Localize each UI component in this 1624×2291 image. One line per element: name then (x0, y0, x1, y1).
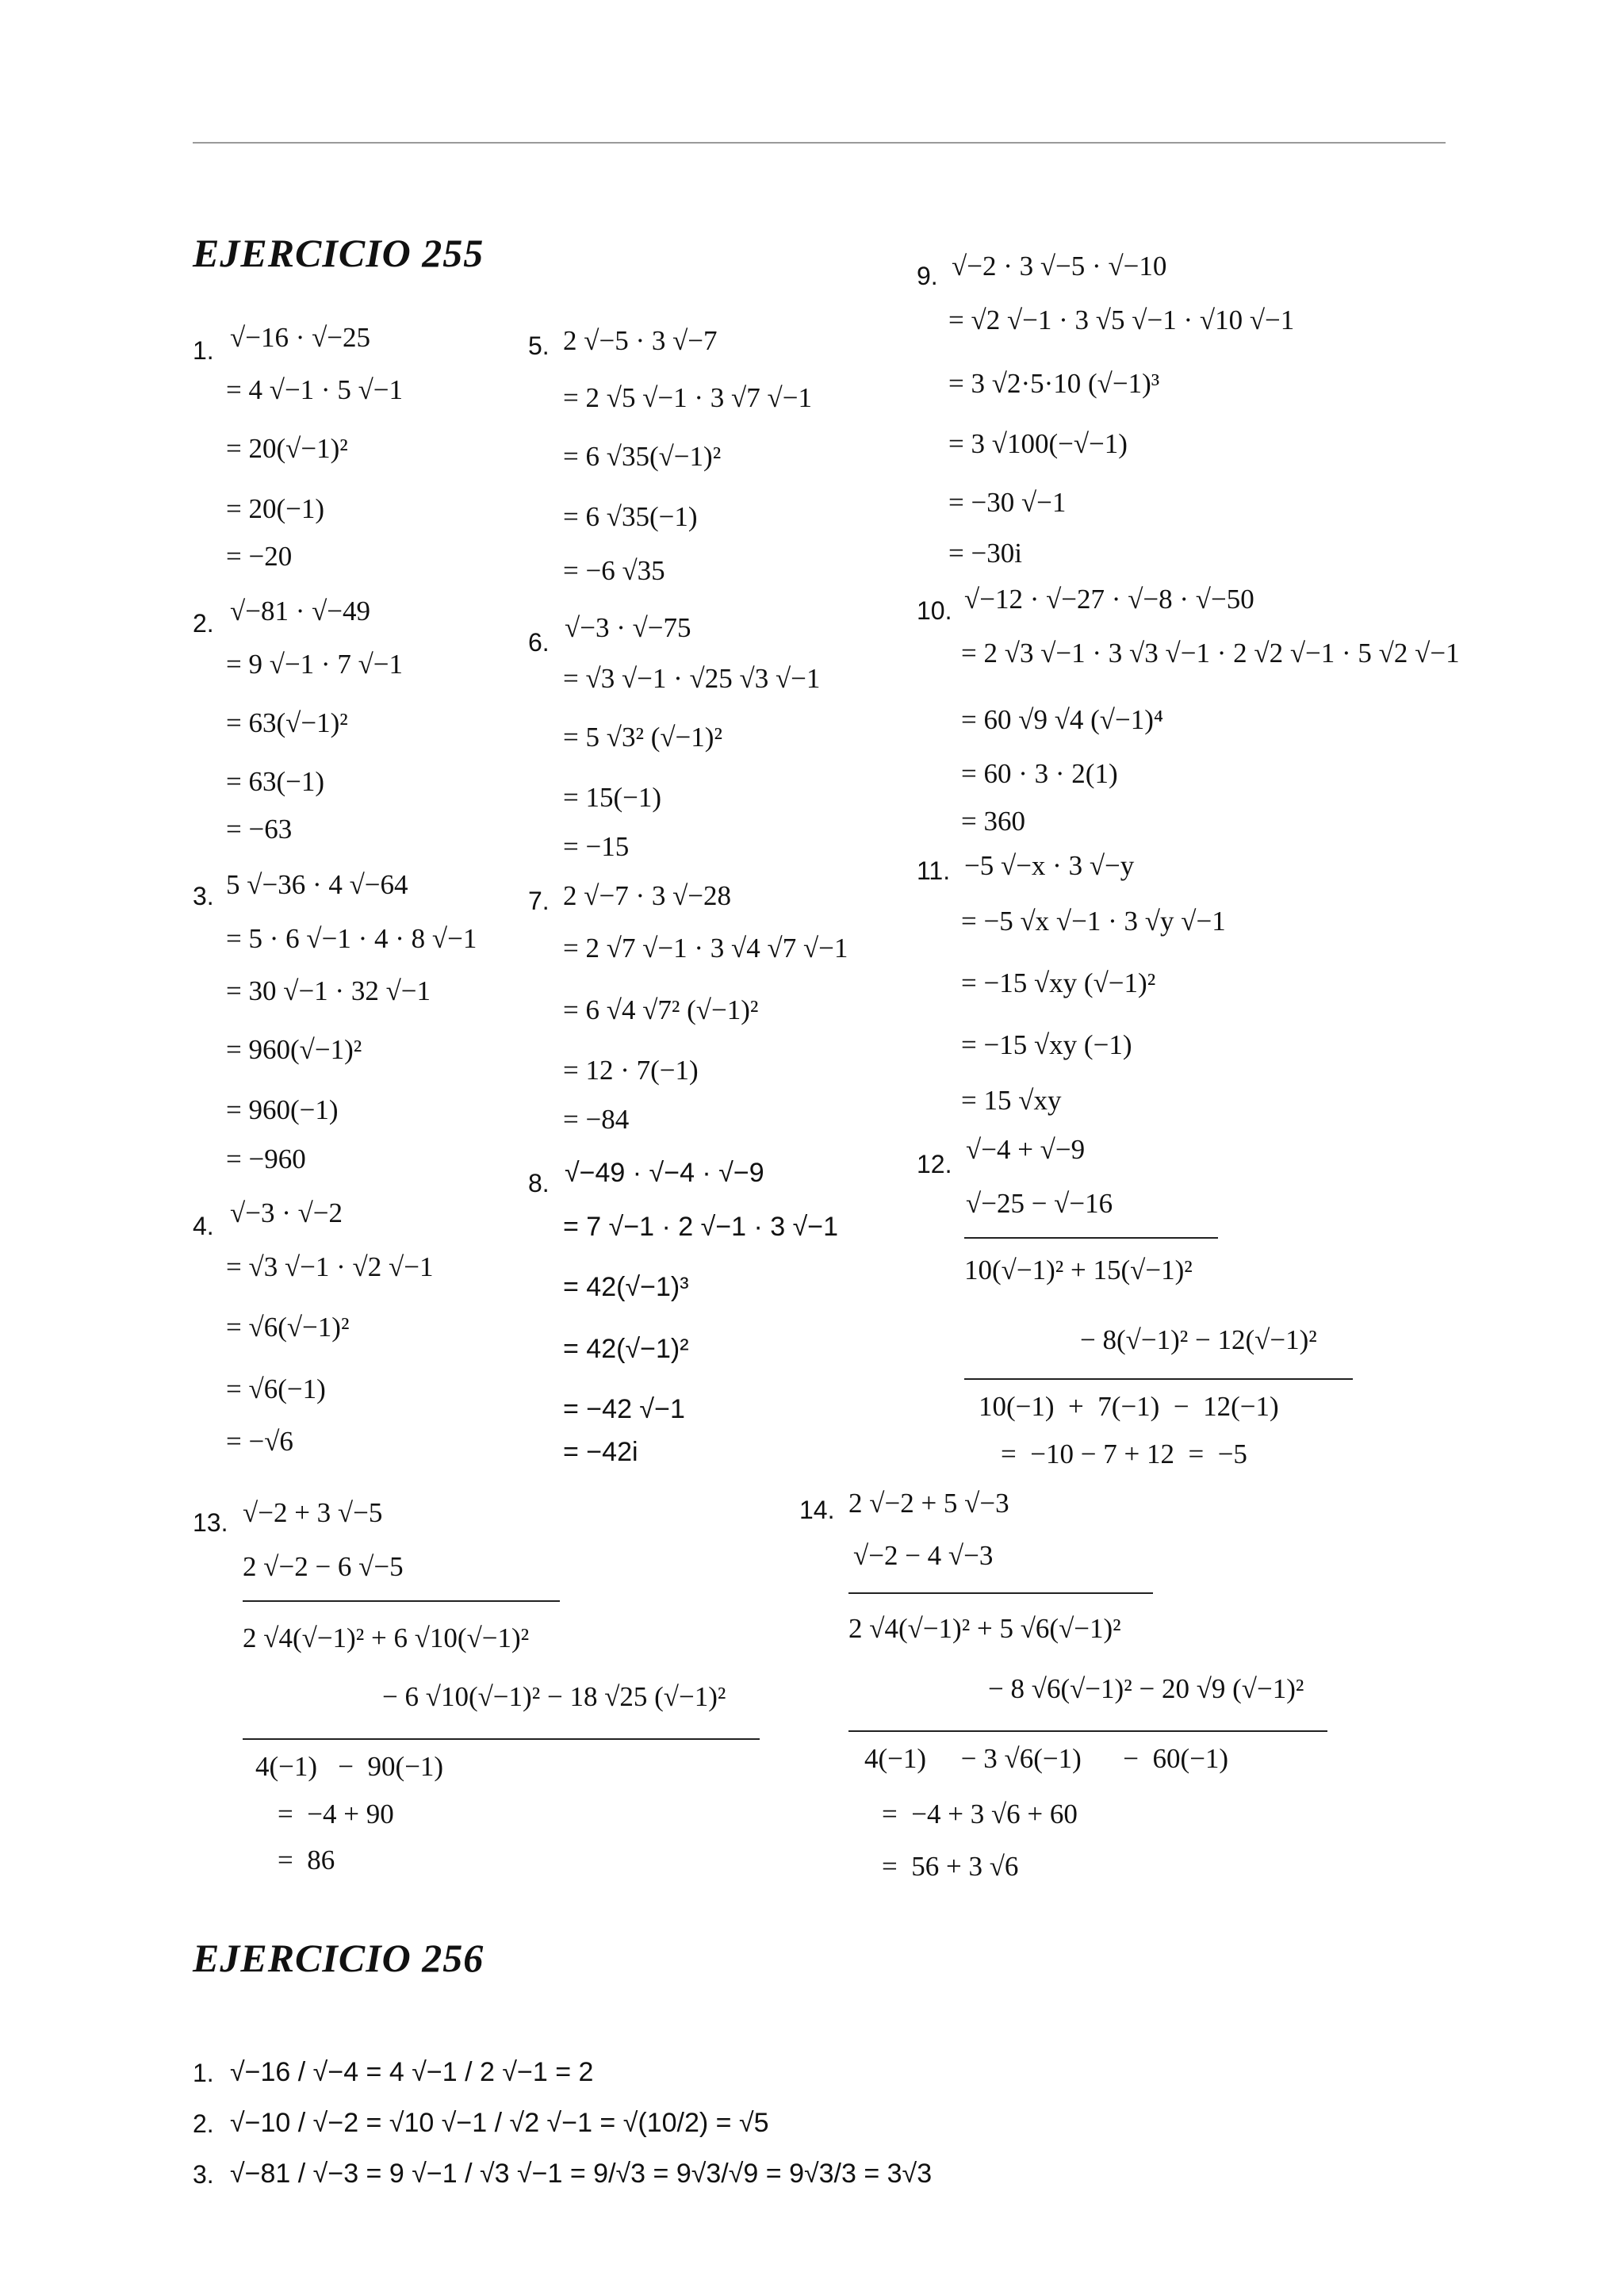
equation-line: = −42 √−1 (563, 1394, 685, 1424)
equation-line: = −4 + 3 √6 + 60 (882, 1799, 1078, 1829)
equation-line: √−3 · √−2 (230, 1197, 343, 1228)
equation-line: = 60 √9 √4 (√−1)⁴ (961, 704, 1164, 735)
equation-line: 2 √−2 + 5 √−3 (848, 1488, 1009, 1519)
equation-line: = 5 √3² (√−1)² (563, 722, 722, 753)
equation-line: = 60 · 3 · 2(1) (961, 758, 1118, 789)
equation-line: = 15(−1) (563, 782, 662, 813)
equation-line: = 63(−1) (226, 766, 325, 797)
equation-line: = √2 √−1 · 3 √5 √−1 · √10 √−1 (948, 305, 1295, 335)
equation-line: √−25 − √−16 (966, 1188, 1113, 1219)
problem-number: 3. (193, 882, 214, 910)
equation-line: = −15 √xy (√−1)² (961, 967, 1156, 998)
problem-number: 10. (917, 596, 952, 625)
equation-line: √−81 / √−3 = 9 √−1 / √3 √−1 = 9/√3 = 9√3/√9 = 9√3/3 = 3√3 (230, 2159, 933, 2189)
equation-line: = 6 √4 √7² (√−1)² (563, 994, 759, 1025)
equation-line: = 20(−1) (226, 493, 325, 524)
fraction-bar (964, 1378, 1353, 1380)
equation-line: = 15 √xy (961, 1085, 1062, 1116)
equation-line: = −30 √−1 (948, 487, 1067, 518)
equation-line: = −15 (563, 831, 630, 862)
equation-line: = 20(√−1)² (226, 433, 348, 464)
equation-line: = 3 √100(−√−1) (948, 428, 1128, 459)
equation-line: √−2 · 3 √−5 · √−10 (952, 251, 1167, 282)
problem-number: 4. (193, 1212, 214, 1240)
equation-line: = 9 √−1 · 7 √−1 (226, 649, 404, 680)
equation-line: √−16 · √−25 (230, 322, 371, 353)
equation-line: = −42i (563, 1437, 638, 1467)
equation-line: = −30i (948, 538, 1022, 569)
equation-line: √−16 / √−4 = 4 √−1 / 2 √−1 = 2 (230, 2057, 594, 2087)
equation-line: = 42(√−1)³ (563, 1272, 689, 1302)
problem-number: 1. (193, 336, 214, 365)
equation-line: = 63(√−1)² (226, 707, 348, 738)
equation-line: − 8(√−1)² − 12(√−1)² (1080, 1324, 1317, 1355)
problem-number: 8. (528, 1169, 550, 1197)
equation-line: = −10 − 7 + 12 = −5 (1001, 1439, 1247, 1469)
equation-line: √−81 · √−49 (230, 596, 371, 626)
fraction-bar (848, 1592, 1153, 1594)
equation-line: 2 √4(√−1)² + 5 √6(√−1)² (848, 1613, 1121, 1644)
header-rule (193, 142, 1446, 144)
equation-line: = −4 + 90 (278, 1799, 394, 1829)
problem-number: 12. (917, 1150, 952, 1178)
equation-line: = 86 (278, 1845, 335, 1875)
equation-line: = 56 + 3 √6 (882, 1851, 1019, 1882)
problem-number: 6. (528, 628, 550, 657)
equation-line: √−2 − 4 √−3 (853, 1540, 994, 1571)
equation-line: = √3 √−1 · √25 √3 √−1 (563, 663, 821, 694)
equation-line: = −15 √xy (−1) (961, 1029, 1132, 1060)
equation-line: = −960 (226, 1144, 306, 1174)
equation-line: = 2 √5 √−1 · 3 √7 √−1 (563, 382, 812, 413)
equation-line: = √3 √−1 · √2 √−1 (226, 1251, 434, 1282)
fraction-bar (848, 1730, 1327, 1732)
problem-number: 13. (193, 1508, 228, 1537)
equation-line: 4(−1) − 90(−1) (255, 1751, 444, 1782)
equation-line: = 2 √3 √−1 · 3 √3 √−1 · 2 √2 √−1 · 5 √2 √−1 (961, 638, 1460, 669)
equation-line: − 6 √10(√−1)² − 18 √25 (√−1)² (382, 1681, 726, 1712)
equation-line: = 960(−1) (226, 1094, 339, 1125)
equation-line: = √6(−1) (226, 1373, 326, 1404)
equation-line: = −63 (226, 814, 293, 845)
equation-line: −5 √−x · 3 √−y (964, 850, 1135, 881)
equation-line: 2 √−2 − 6 √−5 (243, 1551, 404, 1582)
equation-line: 2 √−7 · 3 √−28 (563, 880, 732, 911)
equation-line: = √6(√−1)² (226, 1312, 350, 1343)
equation-line: = 12 · 7(−1) (563, 1055, 699, 1086)
problem-number: 3. (193, 2160, 214, 2189)
equation-line: √−3 · √−75 (565, 612, 691, 643)
equation-line: = 30 √−1 · 32 √−1 (226, 975, 431, 1006)
problem-number: 2. (193, 609, 214, 638)
problem-number: 2. (193, 2109, 214, 2138)
fraction-bar (243, 1600, 560, 1602)
equation-line: 4(−1) − 3 √6(−1) − 60(−1) (864, 1743, 1229, 1774)
equation-line: = 6 √35(−1) (563, 501, 698, 532)
equation-line: = 4 √−1 · 5 √−1 (226, 374, 404, 405)
problem-number: 1. (193, 2059, 214, 2087)
equation-line: = 6 √35(√−1)² (563, 441, 722, 472)
title-ejercicio-256: EJERCICIO 256 (193, 1936, 485, 1980)
equation-line: 10(√−1)² + 15(√−1)² (964, 1255, 1193, 1285)
title-ejercicio-255: EJERCICIO 255 (193, 231, 485, 275)
equation-line: √−2 + 3 √−5 (243, 1497, 383, 1528)
fraction-bar (243, 1738, 760, 1740)
equation-line: √−4 + √−9 (966, 1134, 1086, 1165)
equation-line: = 42(√−1)² (563, 1334, 689, 1364)
equation-line: = −√6 (226, 1426, 293, 1457)
equation-line: √−10 / √−2 = √10 √−1 / √2 √−1 = √(10/2) = √5 (230, 2108, 769, 2138)
equation-line: 2 √4(√−1)² + 6 √10(√−1)² (243, 1622, 530, 1653)
equation-line: 2 √−5 · 3 √−7 (563, 325, 718, 356)
equation-line: = −84 (563, 1104, 630, 1135)
equation-line: 10(−1) + 7(−1) − 12(−1) (979, 1391, 1279, 1422)
equation-line: = 2 √7 √−1 · 3 √4 √7 √−1 (563, 933, 848, 964)
equation-line: = −20 (226, 541, 293, 572)
equation-line: = −6 √35 (563, 555, 665, 586)
equation-line: √−12 · √−27 · √−8 · √−50 (964, 584, 1254, 615)
problem-number: 7. (528, 887, 550, 915)
equation-line: = 7 √−1 · 2 √−1 · 3 √−1 (563, 1212, 839, 1242)
problem-number: 14. (799, 1496, 835, 1524)
equation-line: = 960(√−1)² (226, 1034, 362, 1065)
equation-line: √−49 · √−4 · √−9 (565, 1158, 764, 1188)
equation-line: 5 √−36 · 4 √−64 (226, 869, 408, 900)
equation-line: − 8 √6(√−1)² − 20 √9 (√−1)² (988, 1673, 1304, 1704)
equation-line: = 360 (961, 806, 1025, 837)
equation-line: = 5 · 6 √−1 · 4 · 8 √−1 (226, 923, 477, 954)
problem-number: 5. (528, 331, 550, 360)
fraction-bar (964, 1237, 1218, 1239)
equation-line: = −5 √x √−1 · 3 √y √−1 (961, 906, 1226, 937)
problem-number: 11. (917, 856, 951, 885)
problem-number: 9. (917, 262, 938, 290)
equation-line: = 3 √2·5·10 (√−1)³ (948, 368, 1160, 399)
